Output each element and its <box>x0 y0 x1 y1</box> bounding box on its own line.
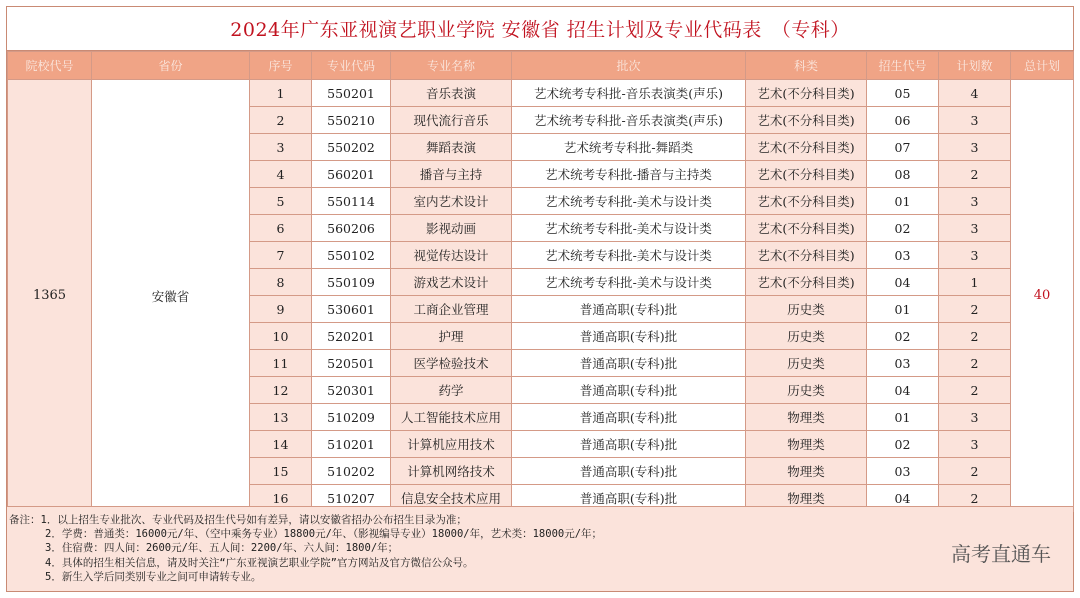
major-name-cell: 药学 <box>391 377 512 404</box>
note-line: 5．新生入学后同类别专业之间可申请转专业。 <box>45 570 262 583</box>
batch-cell: 普通高职(专科)批 <box>512 404 746 431</box>
header-major-name: 专业名称 <box>391 52 512 80</box>
header-school-code: 院校代号 <box>8 52 92 80</box>
header-batch: 批次 <box>512 52 746 80</box>
plan-count-cell: 2 <box>939 323 1011 350</box>
watermark-text: 高考直通车 <box>951 542 1051 566</box>
major-name-cell: 护理 <box>391 323 512 350</box>
major-code-cell: 510202 <box>312 458 391 485</box>
header-enroll-code: 招生代号 <box>867 52 939 80</box>
note-line: 2．学费：普通类：16000元/年、（空中乘务专业）18800元/年、（影视编导专业）18000/年，艺术类：18000元/年； <box>45 528 603 541</box>
plan-count-cell: 2 <box>939 377 1011 404</box>
plan-count-cell: 2 <box>939 485 1011 512</box>
plan-count-cell: 2 <box>939 458 1011 485</box>
enroll-code-cell: 03 <box>867 350 939 377</box>
major-name-cell: 医学检验技术 <box>391 350 512 377</box>
batch-cell: 普通高职(专科)批 <box>512 458 746 485</box>
seq-cell: 14 <box>250 431 312 458</box>
major-name-cell: 计算机应用技术 <box>391 431 512 458</box>
major-name-cell: 计算机网络技术 <box>391 458 512 485</box>
seq-cell: 13 <box>250 404 312 431</box>
table-row <box>8 80 1074 107</box>
category-cell: 历史类 <box>746 296 867 323</box>
seq-cell: 2 <box>250 107 312 134</box>
plan-count-cell: 3 <box>939 188 1011 215</box>
major-code-cell: 530601 <box>312 296 391 323</box>
batch-cell: 艺术统考专科批-美术与设计类 <box>512 242 746 269</box>
category-cell: 艺术(不分科目类) <box>746 161 867 188</box>
header-total: 总计划 <box>1011 52 1074 80</box>
major-code-cell: 550210 <box>312 107 391 134</box>
enroll-code-cell: 07 <box>867 134 939 161</box>
seq-cell: 9 <box>250 296 312 323</box>
header-major-code: 专业代码 <box>312 52 391 80</box>
enrollment-table <box>7 51 1074 512</box>
seq-cell: 8 <box>250 269 312 296</box>
enroll-code-cell: 04 <box>867 377 939 404</box>
seq-cell: 12 <box>250 377 312 404</box>
enroll-code-cell: 04 <box>867 269 939 296</box>
seq-cell: 1 <box>250 80 312 107</box>
seq-cell: 3 <box>250 134 312 161</box>
batch-cell: 艺术统考专科批-播音与主持类 <box>512 161 746 188</box>
major-name-cell: 人工智能技术应用 <box>391 404 512 431</box>
major-code-cell: 550102 <box>312 242 391 269</box>
enroll-code-cell: 01 <box>867 404 939 431</box>
major-code-cell: 560201 <box>312 161 391 188</box>
category-cell: 艺术(不分科目类) <box>746 134 867 161</box>
major-name-cell: 现代流行音乐 <box>391 107 512 134</box>
enroll-code-cell: 01 <box>867 188 939 215</box>
batch-cell: 普通高职(专科)批 <box>512 323 746 350</box>
enroll-code-cell: 02 <box>867 323 939 350</box>
major-name-cell: 影视动画 <box>391 215 512 242</box>
major-name-cell: 游戏艺术设计 <box>391 269 512 296</box>
enroll-code-cell: 05 <box>867 80 939 107</box>
category-cell: 艺术(不分科目类) <box>746 188 867 215</box>
note-line: 4．具体的招生相关信息，请及时关注“广东亚视演艺职业学院”官方网站及官方微信公众号。 <box>45 556 474 569</box>
major-name-cell: 信息安全技术应用 <box>391 485 512 512</box>
plan-count-cell: 3 <box>939 404 1011 431</box>
batch-cell: 艺术统考专科批-美术与设计类 <box>512 188 746 215</box>
batch-cell: 普通高职(专科)批 <box>512 350 746 377</box>
category-cell: 艺术(不分科目类) <box>746 242 867 269</box>
page-title: 2024年广东亚视演艺职业学院 安徽省 招生计划及专业代码表 （专科） <box>7 7 1073 51</box>
category-cell: 艺术(不分科目类) <box>746 80 867 107</box>
category-cell: 物理类 <box>746 485 867 512</box>
major-code-cell: 510209 <box>312 404 391 431</box>
seq-cell: 11 <box>250 350 312 377</box>
major-code-cell: 550202 <box>312 134 391 161</box>
table-header-row <box>8 52 1074 80</box>
plan-count-cell: 2 <box>939 296 1011 323</box>
category-cell: 物理类 <box>746 431 867 458</box>
plan-count-cell: 3 <box>939 215 1011 242</box>
enroll-code-cell: 04 <box>867 485 939 512</box>
enroll-code-cell: 03 <box>867 458 939 485</box>
school-code-cell: 1365 <box>8 80 92 512</box>
major-code-cell: 520501 <box>312 350 391 377</box>
seq-cell: 6 <box>250 215 312 242</box>
batch-cell: 艺术统考专科批-舞蹈类 <box>512 134 746 161</box>
batch-cell: 艺术统考专科批-音乐表演类(声乐) <box>512 80 746 107</box>
category-cell: 物理类 <box>746 458 867 485</box>
notes-section <box>7 506 1073 591</box>
major-code-cell: 550201 <box>312 80 391 107</box>
batch-cell: 艺术统考专科批-美术与设计类 <box>512 215 746 242</box>
header-province: 省份 <box>92 52 250 80</box>
plan-count-cell: 2 <box>939 350 1011 377</box>
note-line: 备注：1．以上招生专业批次、专业代码及招生代号如有差异，请以安徽省招办公布招生目录为准； <box>9 514 467 526</box>
plan-count-cell: 3 <box>939 107 1011 134</box>
major-name-cell: 播音与主持 <box>391 161 512 188</box>
enroll-code-cell: 01 <box>867 296 939 323</box>
major-name-cell: 工商企业管理 <box>391 296 512 323</box>
enroll-code-cell: 02 <box>867 431 939 458</box>
province-cell: 安徽省 <box>92 80 250 512</box>
seq-cell: 7 <box>250 242 312 269</box>
header-category: 科类 <box>746 52 867 80</box>
seq-cell: 15 <box>250 458 312 485</box>
major-code-cell: 520201 <box>312 323 391 350</box>
batch-cell: 普通高职(专科)批 <box>512 377 746 404</box>
category-cell: 艺术(不分科目类) <box>746 215 867 242</box>
major-code-cell: 510201 <box>312 431 391 458</box>
seq-cell: 16 <box>250 485 312 512</box>
category-cell: 物理类 <box>746 404 867 431</box>
note-line: 3．住宿费：四人间：2600元/年、五人间：2200/年、六人间：1800/年； <box>45 542 399 555</box>
enroll-code-cell: 02 <box>867 215 939 242</box>
major-name-cell: 舞蹈表演 <box>391 134 512 161</box>
batch-cell: 艺术统考专科批-音乐表演类(声乐) <box>512 107 746 134</box>
header-plan: 计划数 <box>939 52 1011 80</box>
enroll-code-cell: 03 <box>867 242 939 269</box>
enroll-code-cell: 06 <box>867 107 939 134</box>
major-code-cell: 510207 <box>312 485 391 512</box>
major-code-cell: 550109 <box>312 269 391 296</box>
seq-cell: 4 <box>250 161 312 188</box>
major-name-cell: 视觉传达设计 <box>391 242 512 269</box>
category-cell: 历史类 <box>746 377 867 404</box>
category-cell: 艺术(不分科目类) <box>746 269 867 296</box>
enroll-code-cell: 08 <box>867 161 939 188</box>
seq-cell: 10 <box>250 323 312 350</box>
enrollment-sheet <box>6 6 1074 592</box>
batch-cell: 普通高职(专科)批 <box>512 431 746 458</box>
category-cell: 历史类 <box>746 350 867 377</box>
major-name-cell: 室内艺术设计 <box>391 188 512 215</box>
category-cell: 艺术(不分科目类) <box>746 107 867 134</box>
plan-count-cell: 2 <box>939 161 1011 188</box>
batch-cell: 艺术统考专科批-美术与设计类 <box>512 269 746 296</box>
plan-count-cell: 1 <box>939 269 1011 296</box>
seq-cell: 5 <box>250 188 312 215</box>
plan-count-cell: 4 <box>939 80 1011 107</box>
total-plan-cell: 40 <box>1011 80 1074 512</box>
major-code-cell: 520301 <box>312 377 391 404</box>
header-seq: 序号 <box>250 52 312 80</box>
batch-cell: 普通高职(专科)批 <box>512 485 746 512</box>
major-code-cell: 550114 <box>312 188 391 215</box>
plan-count-cell: 3 <box>939 242 1011 269</box>
major-name-cell: 音乐表演 <box>391 80 512 107</box>
plan-count-cell: 3 <box>939 431 1011 458</box>
major-code-cell: 560206 <box>312 215 391 242</box>
batch-cell: 普通高职(专科)批 <box>512 296 746 323</box>
plan-count-cell: 3 <box>939 134 1011 161</box>
category-cell: 历史类 <box>746 323 867 350</box>
